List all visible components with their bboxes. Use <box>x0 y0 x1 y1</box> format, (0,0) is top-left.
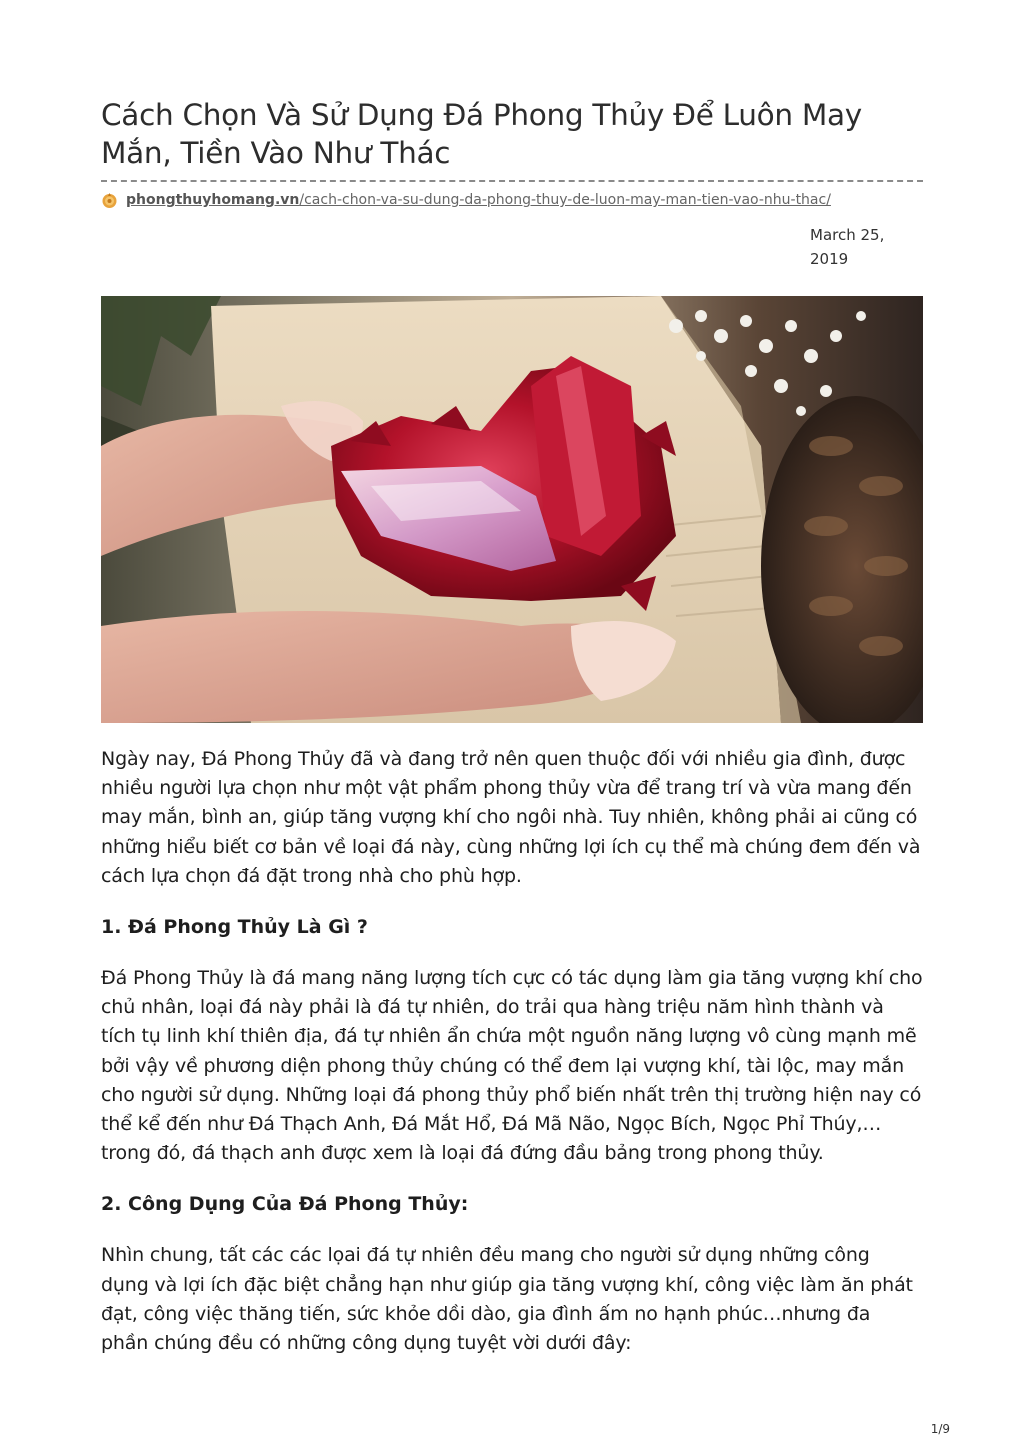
source-link[interactable] <box>126 190 831 210</box>
source-line <box>101 190 923 210</box>
page-number: 1/9 <box>930 1422 950 1436</box>
section-text-2: Nhìn chung, tất các các lọai đá tự nhiên đều mang cho người sử dụng những công dụng và lợi ích đặc biệt chẳng hạn như giúp gia tăng vượng khí, công việc làm ăn phát đạt, công việc thăng tiến, sức khỏe dồi dào, gia đình ấm no hạnh phúc…nhưng đa phần chúng đều có những công dụng tuyệt vời dưới đây: <box>101 1244 913 1355</box>
source-domain: phongthuyhomang.vn <box>126 192 300 208</box>
article <box>101 96 923 1358</box>
hero-image <box>101 296 923 723</box>
section-heading-1: 1. Đá Phong Thủy Là Gì ? <box>101 916 368 939</box>
site-favicon-icon <box>101 192 118 209</box>
section-heading-2: 2. Công Dụng Của Đá Phong Thủy: <box>101 1193 469 1216</box>
intro-paragraph: Ngày nay, Đá Phong Thủy đã và đang trở nên quen thuộc đối với nhiều gia đình, được nhiều người lựa chọn như một vật phẩm phong thủy vừa để trang trí và vừa mang đến may mắn, bình an, giúp tăng vượng khí cho ngôi nhà. Tuy nhiên, không phải ai cũng có những hiểu biết cơ bản về loại đá này, cùng những lợi ích cụ thể mà chúng đem đến và cách lựa chọn đá đặt trong nhà cho phù hợp. <box>101 748 921 887</box>
publish-date: March 25, 2019 <box>810 226 885 268</box>
title-divider <box>101 180 923 182</box>
article-title: Cách Chọn Và Sử Dụng Đá Phong Thủy Để Luôn May Mắn, Tiền Vào Như Thác <box>101 98 862 170</box>
section-text-1: Đá Phong Thủy là đá mang năng lượng tích cực có tác dụng làm gia tăng vượng khí cho chủ nhân, loại đá này phải là đá tự nhiên, do trải qua hàng triệu năm hình thành và tích tụ linh khí thiên địa, đá tự nhiên ẩn chứa một nguồn năng lượng vô cùng mạnh mẽ bởi vậy về phương diện phong thủy chúng có thể đem lại vượng khí, tài lộc, may mắn cho người sử dụng. Những loại đá phong thủy phổ biến nhất trên thị trường hiện nay có thể kể đến như Đá Thạch Anh, Đá Mắt Hổ, Đá Mã Não, Ngọc Bích, Ngọc Phỉ Thúy,… trong đó, đá thạch anh được xem là loại đá đứng đầu bảng trong phong thủy. <box>101 967 923 1165</box>
source-path: /cach-chon-va-su-dung-da-phong-thuy-de-luon-may-man-tien-vao-nhu-thac/ <box>299 192 831 208</box>
